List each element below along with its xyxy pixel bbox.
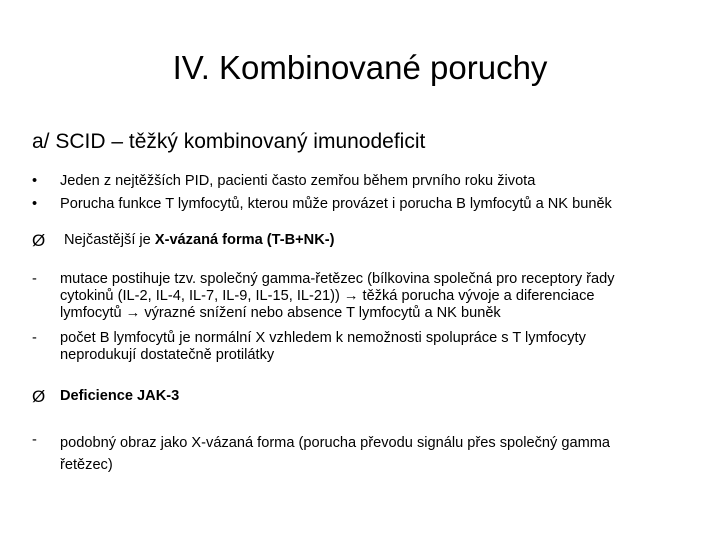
- dash-marker: -: [32, 330, 37, 346]
- dash-line: cytokinů (IL-2, IL-4, IL-7, IL-9, IL-15, IL-21)) → těžká porucha vývoje a diferenciace: [60, 288, 595, 304]
- dash-text: [60, 330, 700, 364]
- dash-text: [60, 432, 700, 476]
- bullet-marker: •: [32, 173, 38, 189]
- dash-text: [60, 271, 700, 322]
- dash-line: lymfocytů → výrazné snížení nebo absence T lymfocytů a NK buněk: [60, 305, 501, 321]
- dash-line: podobný obraz jako X-vázaná forma (porucha převodu signálu přes společný gamma: [60, 435, 611, 451]
- dash-line: mutace postihuje tzv. společný gamma-řetězec (bílkovina společná pro receptory řady: [60, 271, 615, 287]
- slide-subtitle: a/ SCID – těžký kombinovaný imunodeficit: [32, 130, 426, 153]
- dash-marker: -: [32, 271, 37, 287]
- bullet-marker: •: [32, 196, 38, 212]
- dash-line: počet B lymfocytů je normální X vzhledem k nemožnosti spolupráce s T lymfocyty: [60, 330, 586, 346]
- heading-text: [64, 232, 704, 249]
- arrow-bullet-icon: Ø: [32, 231, 46, 250]
- dash-line: řetězec): [60, 457, 113, 473]
- dash-line: neprodukují dostatečně protilátky: [60, 347, 275, 363]
- heading-bold: Deficience JAK-3: [60, 388, 180, 404]
- dash-marker: -: [32, 432, 37, 448]
- arrow-bullet-icon: Ø: [32, 387, 46, 406]
- heading-prefix: Nejčastější je: [64, 232, 155, 248]
- slide-title: IV. Kombinované poruchy: [172, 49, 548, 86]
- bullet-text: Porucha funkce T lymfocytů, kterou může provázet i porucha B lymfocytů a NK buněk: [60, 196, 612, 212]
- bullet-text: Jeden z nejtěžších PID, pacienti často zemřou během prvního roku života: [60, 173, 536, 189]
- heading-bold: X-vázaná forma (T-B+NK-): [154, 232, 335, 248]
